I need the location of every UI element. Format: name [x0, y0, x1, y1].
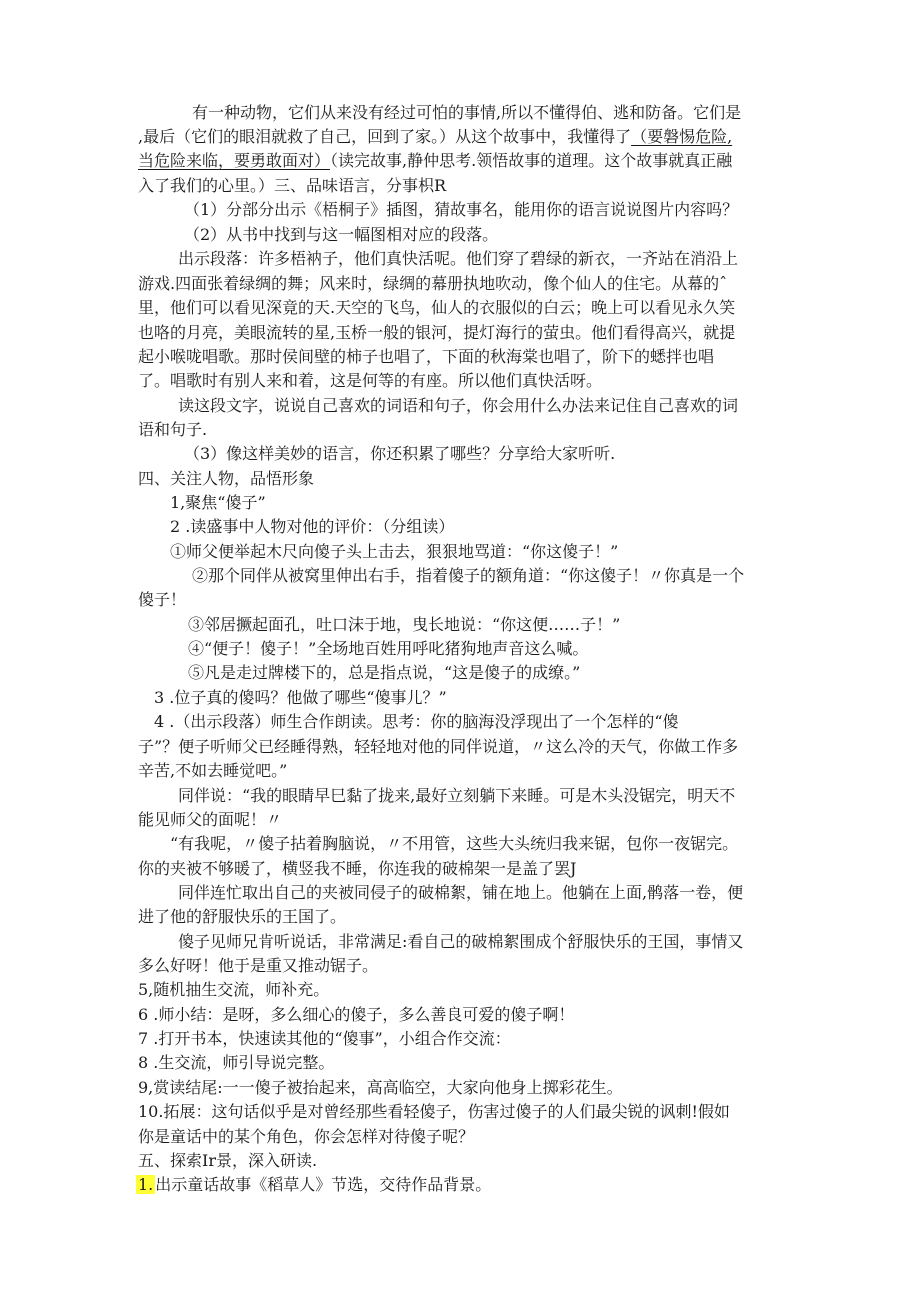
text-line: [138, 907, 346, 927]
text-line: [138, 1053, 334, 1073]
line-text: ④“便子！傻子！”全场地百姓用呼叱猪狗地声音这么喊。: [188, 639, 589, 658]
line-text: 进了他的舒服快乐的王国了。: [138, 907, 347, 926]
line-text: 傻子见师兄肯听说话，非常满足:看自己的破棉絮围成个舒服快乐的王国，事情又: [178, 932, 744, 951]
line-text: 游戏.四面张着绿绸的舞；风来时，绿绸的幕册执地吹动，像个仙人的住宅。从幕的ˆ: [138, 274, 728, 293]
text-line: [138, 469, 314, 489]
line-text: 4 .（出示段落）师生合作朗读。思考：你的脑海没浮现出了一个怎样的“傻: [154, 712, 679, 731]
text-line: [184, 200, 738, 220]
text-line: [138, 298, 735, 318]
text-line: [192, 566, 744, 586]
line-text: ②那个同伴从被窝里伸出右手，指着傻子的额角道：“你这傻子！〃你真是一个: [192, 566, 745, 585]
line-text: 同伴说：“我的眼睛早巳黏了拢来,最好立刻躺下来睡。可是木头没锯完，明天不: [178, 786, 736, 805]
line-text: ③邻居撅起面孔，吐口沫于地，曳长地说：“你这便……子！”: [188, 615, 621, 634]
line-text: 多么好呀！他于是重又推动锯子。: [138, 956, 379, 975]
text-line: [184, 225, 498, 245]
line-text: 傻子！: [138, 590, 187, 609]
line-text: 入了我们的心里。）三、品味语言，分事枳R: [138, 176, 447, 195]
text-line: [188, 663, 580, 683]
text-line: [178, 786, 735, 806]
line-text: 语和句子.: [138, 420, 208, 439]
text-line: [138, 1005, 574, 1025]
text-line: [178, 883, 743, 903]
text-line: [138, 1029, 511, 1049]
line-text: 6 .师小结：是呀，多么细心的傻子，多么善良可爱的傻子啊！: [138, 1005, 575, 1024]
text-line: [138, 590, 186, 610]
line-text: 出示童话故事《稻草人》节选，交待作品背景。: [155, 1175, 492, 1194]
text-line: [138, 1127, 474, 1147]
text-line: [138, 323, 735, 343]
line-text: 读这段文字，说说自己喜欢的词语和句子，你会用什么办法来记住自己喜欢的词: [178, 396, 739, 415]
line-text: 3 .位子真的傻吗？他做了哪些“傻事儿？”: [154, 688, 447, 707]
line-text: 四、关注人物，品悟形象: [138, 469, 315, 488]
text-line: [138, 1078, 623, 1098]
line-text: 有一种动物，它们从来没有经过可怕的事情,所以不懂得伯、逃和防备。它们是: [192, 103, 742, 122]
text-line: [138, 1151, 317, 1171]
line-text: 里，他们可以看见深竟的天.天空的飞鸟，仙人的衣服似的白云；晚上可以看见永久笑: [138, 298, 736, 317]
line-text: ①师父便举起木尺向傻子头上击去，狠狠地骂道：“你这傻子！”: [170, 542, 619, 561]
text-line: [178, 396, 738, 416]
line-text: 起小喉咙唱歌。那时侯间壁的柿子也唱了，下面的秋海棠也唱了，阶下的蟋拌也唱: [138, 347, 715, 366]
line-text: （读完故事,静仲思考.领悟故事的道理。这个故事就真正融: [330, 151, 733, 170]
underlined-text: 当危险来临，要勇敢面对）: [138, 151, 331, 170]
text-line: [136, 1175, 491, 1195]
text-line: [138, 1102, 730, 1122]
line-text: 1,聚焦“傻子”: [170, 493, 266, 512]
line-text: 5,随机抽生交流，师补充。: [138, 980, 330, 999]
line-text: （3）像这样美妙的语言，你还积累了哪些？分享给大家听听.: [184, 444, 616, 463]
text-line: [138, 420, 207, 440]
text-line: [138, 371, 602, 391]
line-text: 7 .打开书本，快速读其他的“傻事”，小组合作交流：: [138, 1029, 511, 1048]
text-line: [170, 517, 454, 537]
text-line: [170, 542, 618, 562]
line-text: 2 .读盛事中人物对他的评价：（分组读）: [170, 517, 455, 536]
text-line: [178, 932, 743, 952]
text-line: [138, 761, 287, 781]
highlighted-number: 1.: [138, 1175, 154, 1194]
text-line: [188, 639, 588, 659]
line-text: 9,赏读结尾:一一傻子被抬起来，高高临空，大家向他身上掷彩花生。: [138, 1078, 623, 1097]
text-line: [138, 347, 714, 367]
text-line: [138, 956, 378, 976]
text-line: [138, 274, 727, 294]
line-text: 也咯的月亮，美眼流转的星,玉桥一般的银河，提灯海行的萤虫。他们看得高兴，就提: [138, 323, 736, 342]
line-text: 你是童话中的某个角色，你会怎样对待傻子呢？: [138, 1127, 475, 1146]
text-line: [178, 249, 738, 269]
text-line: [192, 103, 741, 123]
line-text: 辛苦,不如去睡觉吧。”: [138, 761, 288, 780]
text-line: [138, 176, 446, 196]
line-text: 你的夹被不够暖了，横竖我不睡，你连我的破棉架一是盖了罢J: [138, 859, 577, 878]
text-line: [138, 737, 738, 757]
line-text: ⑤凡是走过牌楼下的，总是指点说，“这是傻子的成缭。”: [188, 663, 581, 682]
line-text: 五、探索Ir景，深入研读.: [138, 1151, 318, 1170]
text-line: [138, 980, 329, 1000]
line-text: ,最后（它们的眼泪就救了自己，回到了家。）从这个故事中，我懂得了: [138, 127, 632, 146]
line-text: 同伴连忙取出自己的夹被同侵子的破棉絮，铺在地上。他躺在上面,鹘落一卷，便: [178, 883, 744, 902]
text-line: [170, 493, 266, 513]
line-text: 10.拓展：这句话似乎是对曾经那些看轻傻子，伤害过傻子的人们最尖锐的讽刺!假如: [138, 1102, 730, 1121]
text-line: [188, 615, 620, 635]
line-text: 了。唱歌时有别人来和着，这是何等的有座。所以他们真快活呀。: [138, 371, 603, 390]
line-text: （2）从书中找到与这一幅图相对应的段落。: [184, 225, 499, 244]
line-text: 8 .生交流，师引导说完整。: [138, 1053, 335, 1072]
text-line: [154, 712, 679, 732]
text-line: [154, 688, 447, 708]
line-text: 出示段落：许多梧衲子，他们真快活呢。他们穿了碧绿的新衣，一齐站在消沿上: [178, 249, 739, 268]
text-line: [170, 834, 738, 854]
line-text: “有我呢，〃傻子拈着胸脑说，〃不用管，这些大头统归我来锯，包你一夜锯完。: [170, 834, 739, 853]
line-text: 能见师父的面呢！〃: [138, 810, 283, 829]
text-line: [138, 859, 576, 879]
underlined-text: （要磐惕危险,: [631, 127, 733, 146]
text-line: [138, 127, 732, 147]
text-line: [138, 810, 282, 830]
text-line: [138, 151, 732, 171]
line-text: 子”？便子听师父已经睡得熟，轻轻地对他的同伴说道，〃这么冷的天气，你做工作多: [138, 737, 739, 756]
text-line: [184, 444, 615, 464]
line-text: （1）分部分出示《梧桐子》插图，猜故事名，能用你的语言说说图片内容吗？: [184, 200, 739, 219]
